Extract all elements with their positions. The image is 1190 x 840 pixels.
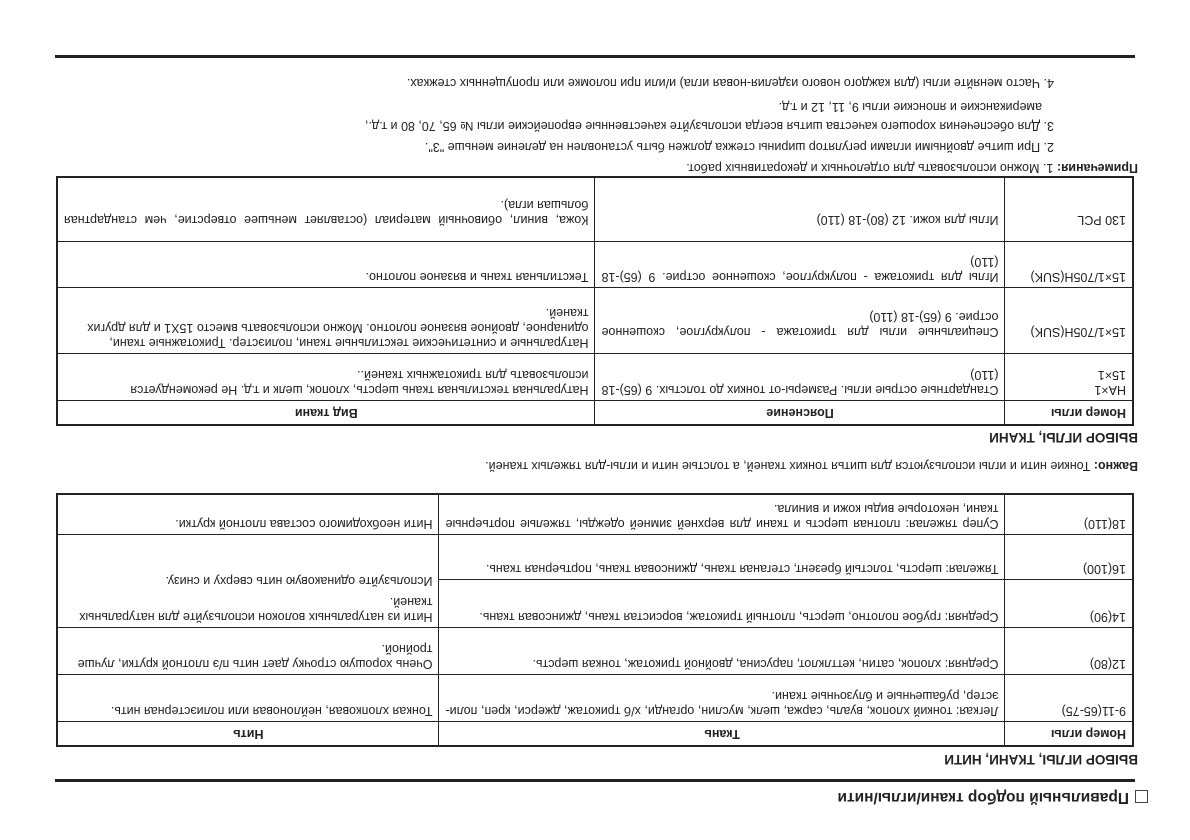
note-item: 4. Часто меняйте иглы (для каждого нового изделия-новая игла) и/или при поломке или пропущенных стежках. — [406, 76, 1054, 90]
page-title-text: Правильный подбор ткани/иглы/нити — [837, 789, 1129, 806]
table-row — [57, 675, 1133, 722]
thread-cell: Нити необходимого состава плотной крутки. — [57, 495, 439, 535]
header-needle: Номер иглы — [1005, 401, 1133, 426]
note-item: американские и японские иглы 9, 11, 12 и т.д. — [778, 100, 1042, 114]
note-item: 3. Для обеспечения хорошего качества шитья всегда используйте качественные европейские иглы № 65, 70, 80 и т.д., — [365, 119, 1054, 133]
header-thread: Нить — [57, 722, 439, 747]
needle-cell: 14(90) — [1005, 580, 1133, 628]
bottom-divider — [55, 55, 1135, 58]
header-explanation: Пояснение — [595, 401, 1005, 426]
needle-fabric-thread-table — [56, 494, 1134, 748]
top-divider — [55, 779, 1135, 782]
header-fabric-type: Вид ткани — [57, 401, 595, 426]
notes-label: Примечания: — [1056, 161, 1138, 175]
section2-heading: ВЫБОР ИГЛЫ, ТКАНИ — [989, 430, 1138, 445]
table-row — [57, 288, 1133, 354]
fabric-cell: Супер тяжелая: плотная шерсть и ткани для верхней зимней одежды, тяжелые портьерные ткани, некоторые виды кожи и винила. — [439, 495, 1005, 535]
thread-cell: Очень хорошую строчку дает нить п/э плотной крутки, лучше тройной. — [57, 628, 439, 675]
fabric-cell: Тяжелая: шерсть, толстый брезент, стеганая ткань, джинсовая ткань, портьерная ткань. — [439, 535, 1005, 580]
needle-cell: 15×1/705H(SUK) — [1005, 242, 1133, 288]
page-title — [837, 788, 1148, 806]
needle-cell: 16(100) — [1005, 535, 1133, 580]
header-needle: Номер иглы — [1005, 722, 1133, 747]
important-note — [485, 459, 1138, 473]
needle-cell: 15×1/705H(SUK) — [1005, 288, 1133, 354]
fabric-type-cell: Текстильная ткань и вязаное полотно. — [57, 242, 595, 288]
header-fabric: Ткань — [439, 722, 1005, 747]
needle-cell: 18(110) — [1005, 495, 1133, 535]
note-item: 2. При шитье двойными иглами регулятор ширины стежка должен быть установлен на деление меньше "3". — [424, 140, 1054, 154]
section1-heading: ВЫБОР ИГЛЫ, ТКАНИ, НИТИ — [944, 752, 1138, 767]
explanation-cell: Специальные иглы для трикотажа - полукруглое, скошенное острие. 9 (65)-18 (110) — [595, 288, 1005, 354]
thread-cell: Тонкая хлопковая, нейлоновая или полиэстерная нить. — [57, 675, 439, 722]
thread-cell — [57, 535, 439, 628]
thread-text: Используйте одинаковую нить сверху и снизу. — [165, 574, 433, 588]
fabric-cell: Средняя: хлопок, сатин, кеттлклот, парусина, двойной трикотаж, тонкая шерсть. — [439, 628, 1005, 675]
fabric-cell: Легкая: тонкий хлопок, вуаль, саржа, шелк, муслин, органди, х/б трикотаж, джерси, креп, поли-эстер, рубашечные и блузочные ткани. — [439, 675, 1005, 722]
fabric-type-cell: Натуральные и синтетические текстильные ткани, полиэстер. Трикотажные ткани, одинарное, двойное вязаное полотно. Можно использовать вместо 15Х1 и для других тканей. — [57, 288, 595, 354]
fabric-type-cell: Кожа, винил, обивочный материал (оставляет меньшее отверстие, чем стандартная большая игла). — [57, 178, 595, 242]
table-row — [57, 495, 1133, 535]
notes — [53, 72, 1138, 178]
table-row — [57, 242, 1133, 288]
note-item: 1. Можно использовать для отделочных и декоративных работ. — [686, 161, 1057, 175]
needle-cell: 9-11(65-75) — [1005, 675, 1133, 722]
explanation-cell: Стандартные острые иглы. Размеры-от тонких до толстых. 9 (65)-18 (110) — [595, 354, 1005, 401]
fabric-cell: Средняя: грубое полотно, шерсть, плотный трикотаж, ворсистая ткань, джинсовая ткань. — [439, 580, 1005, 628]
important-label: Важно: — [1093, 459, 1138, 473]
table-row — [57, 354, 1133, 401]
needle-cell: 130 PCL — [1005, 178, 1133, 242]
needle-cell: 12(80) — [1005, 628, 1133, 675]
needle-cell: HA×1 15×1 — [1005, 354, 1133, 401]
table-row — [57, 580, 1133, 628]
checkbox-square-icon — [1135, 791, 1148, 804]
explanation-cell: Иглы для кожи. 12 (80)-18 (110) — [595, 178, 1005, 242]
fabric-type-cell: Натуральная текстильная ткань шерсть, хлопок, шелк и т.д. Не рекомендуется использовать для трикотажных тканей.. — [57, 354, 595, 401]
explanation-cell: Иглы для трикотажа - полукруглое, скошенное острие. 9 (65)-18 (110) — [595, 242, 1005, 288]
table-header — [57, 722, 1133, 747]
table-row — [57, 178, 1133, 242]
important-text: Тонкие нити и иглы используются для шитья тонких тканей, а толстые нити и иглы-для тяжелых тканей. — [485, 459, 1094, 473]
table-header — [57, 401, 1133, 426]
needle-explanation-table — [56, 177, 1134, 427]
thread-text: Нити из натуральных волокон используйте для натуральных тканей. — [79, 595, 433, 624]
table-row — [57, 628, 1133, 675]
